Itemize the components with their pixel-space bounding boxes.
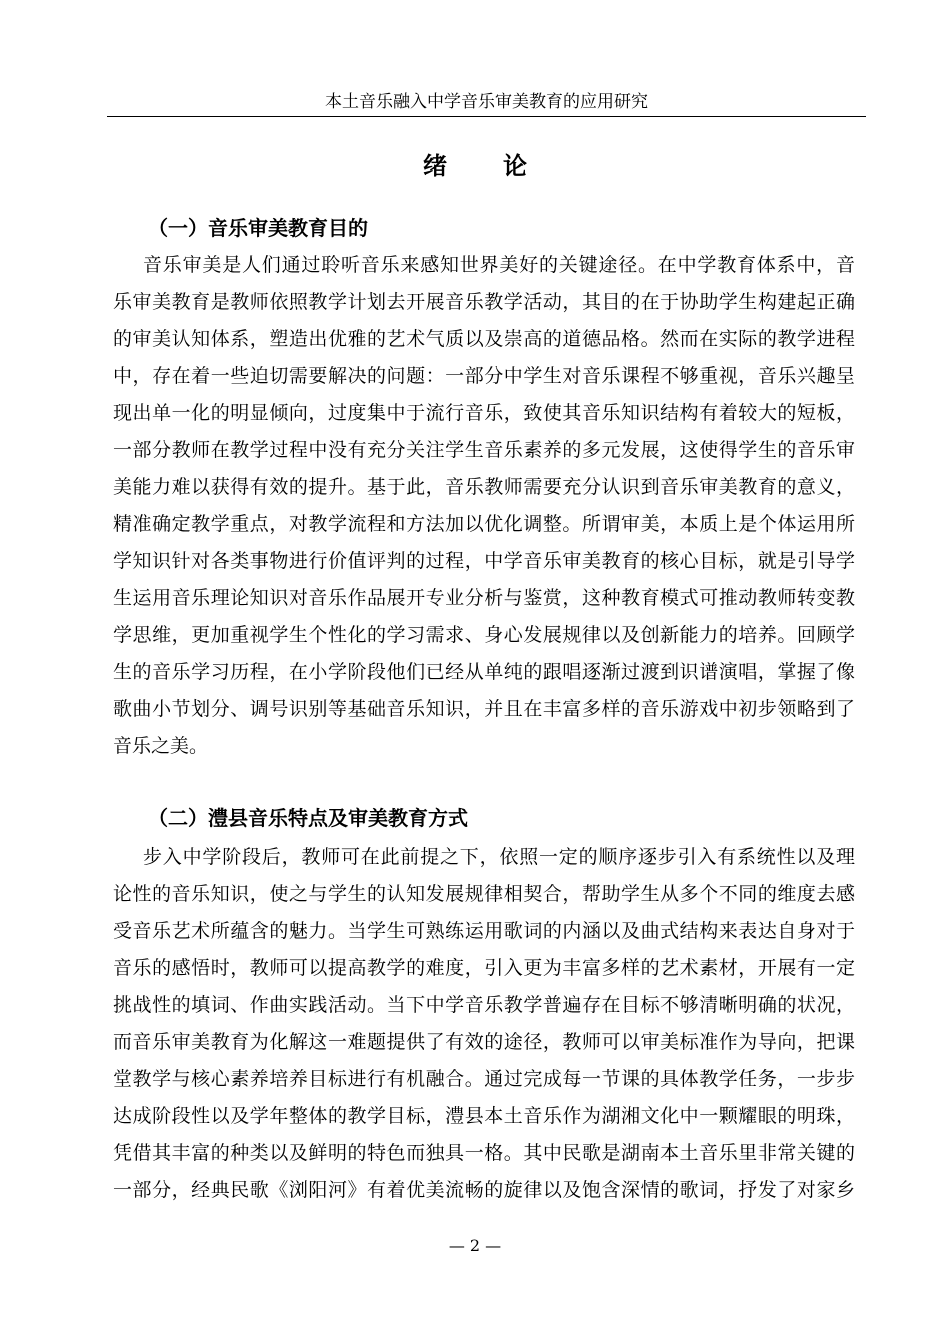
paragraph-line: 达成阶段性以及学年整体的教学目标，澧县本土音乐作为湖湘文化中一颗耀眼的明珠， — [113, 1105, 855, 1127]
paragraph-line: 堂教学与核心素养培养目标进行有机融合。通过完成每一节课的具体教学任务，一步步 — [113, 1068, 855, 1090]
paragraph-line: 美能力难以获得有效的提升。基于此，音乐教师需要充分认识到音乐审美教育的意义， — [113, 476, 855, 498]
paragraph-line: 步入中学阶段后，教师可在此前提之下，依照一定的顺序逐步引入有系统性以及理 — [143, 846, 855, 868]
paragraph-line: 而音乐审美教育为化解这一难题提供了有效的途径，教师可以审美标准作为导向，把课 — [113, 1031, 855, 1053]
paragraph-line: 一部分教师在教学过程中没有充分关注学生音乐素养的多元发展，这使得学生的音乐审 — [113, 439, 855, 461]
paragraph-line: 中，存在着一些迫切需要解决的问题：一部分中学生对音乐课程不够重视，音乐兴趣呈 — [113, 365, 855, 387]
running-header: 本土音乐融入中学音乐审美教育的应用研究 — [107, 90, 866, 117]
section-heading: （二）澧县音乐特点及审美教育方式 — [148, 806, 468, 830]
paragraph-line: 精准确定教学重点，对教学流程和方法加以优化调整。所谓审美，本质上是个体运用所 — [113, 513, 855, 535]
section-heading: （一）音乐审美教育目的 — [148, 216, 368, 240]
page-number: — 2 — — [448, 1236, 502, 1255]
paragraph-line: 受音乐艺术所蕴含的魅力。当学生可熟练运用歌词的内涵以及曲式结构来表达自身对于 — [113, 920, 855, 942]
paragraph-line: 音乐之美。 — [113, 735, 209, 757]
paragraph-line: 生的音乐学习历程，在小学阶段他们已经从单纯的跟唱逐渐过渡到识谱演唱，掌握了像 — [113, 661, 855, 683]
paragraph-line: 挑战性的填词、作曲实践活动。当下中学音乐教学普遍存在目标不够清晰明确的状况， — [113, 994, 855, 1016]
paragraph-line: 学思维，更加重视学生个性化的学习需求、身心发展规律以及创新能力的培养。回顾学 — [113, 624, 855, 646]
paragraph-line: 歌曲小节划分、调号识别等基础音乐知识，并且在丰富多样的音乐游戏中初步领略到了 — [113, 698, 855, 720]
paragraph-line: 音乐的感悟时，教师可以提高教学的难度，引入更为丰富多样的艺术素材，开展有一定 — [113, 957, 855, 979]
paragraph-line: 凭借其丰富的种类以及鲜明的特色而独具一格。其中民歌是湖南本土音乐里非常关键的 — [113, 1142, 855, 1164]
paragraph-line: 学知识针对各类事物进行价值评判的过程，中学音乐审美教育的核心目标，就是引导学 — [113, 550, 855, 572]
paragraph-line: 乐审美教育是教师依照教学计划去开展音乐教学活动，其目的在于协助学生构建起正确 — [113, 291, 855, 313]
paragraph-line: 现出单一化的明显倾向，过度集中于流行音乐，致使其音乐知识结构有着较大的短板， — [113, 402, 855, 424]
chapter-title: 绪论 — [423, 152, 583, 180]
paragraph-line: 论性的音乐知识，使之与学生的认知发展规律相契合，帮助学生从多个不同的维度去感 — [113, 883, 855, 905]
paragraph-line: 音乐审美是人们通过聆听音乐来感知世界美好的关键途径。在中学教育体系中，音 — [143, 254, 855, 276]
paragraph-line: 的审美认知体系，塑造出优雅的艺术气质以及崇高的道德品格。然而在实际的教学进程 — [113, 328, 855, 350]
paragraph-line: 一部分，经典民歌《浏阳河》有着优美流畅的旋律以及饱含深情的歌词，抒发了对家乡 — [113, 1179, 855, 1201]
paragraph-line: 生运用音乐理论知识对音乐作品展开专业分析与鉴赏，这种教育模式可推动教师转变教 — [113, 587, 855, 609]
